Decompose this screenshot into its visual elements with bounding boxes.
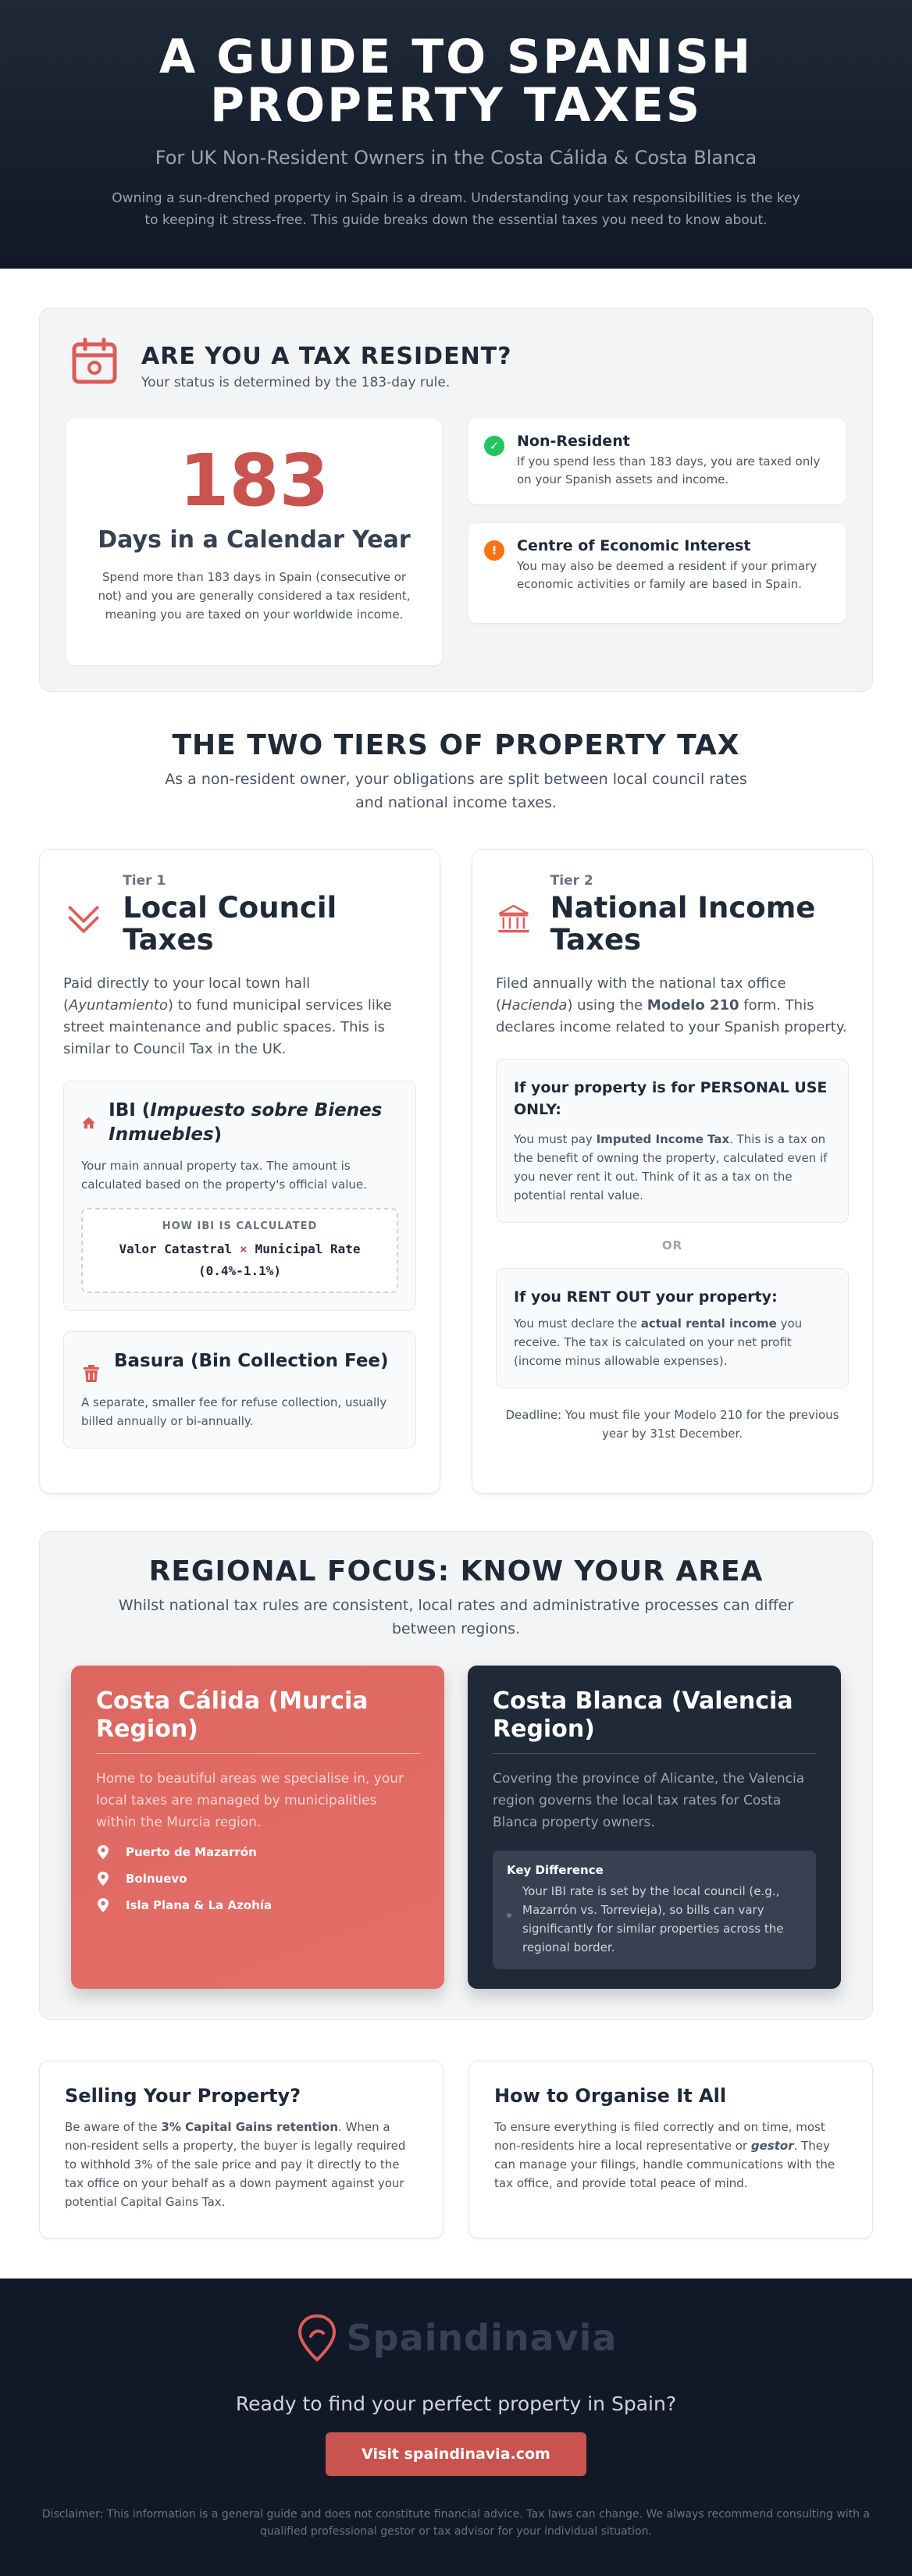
or-divider: OR	[661, 1238, 683, 1252]
rent-out-title: If you RENT OUT your property:	[514, 1288, 778, 1306]
formula-caption: HOW IBI IS CALCULATED	[162, 1220, 318, 1232]
main-content	[0, 308, 912, 2239]
costa-calida-description: Home to beautiful areas we specialise in, your local taxes are managed by municipalities within the Murcia region.	[96, 1771, 404, 1830]
location-pin-logo-icon	[295, 2313, 339, 2363]
rent-out-text	[514, 1314, 831, 1370]
formula-left: Valor Catastral	[119, 1242, 232, 1256]
footer	[0, 2278, 912, 2576]
rent-out-card	[496, 1268, 849, 1388]
tier-2-description	[496, 973, 849, 1039]
costa-blanca-card	[468, 1666, 841, 1989]
selling-text	[65, 2118, 418, 2211]
ibi-description: Your main annual property tax. The amount is calculated based on the property's official value.	[81, 1159, 367, 1192]
selling-card	[39, 2061, 444, 2239]
key-difference-body	[507, 1882, 802, 1957]
formula-range: (0.4%-1.1%)	[198, 1263, 281, 1278]
resident-title: ARE YOU A TAX RESIDENT?	[141, 343, 512, 370]
rent-post: you receive. The tax is calculated on your net profit (income minus allowable expenses).	[514, 1317, 803, 1368]
economic-interest-title: Centre of Economic Interest	[517, 537, 751, 554]
non-resident-title: Non-Resident	[517, 433, 630, 450]
basura-card	[63, 1331, 416, 1448]
page-title-line1: A GUIDE TO SPANISH	[159, 30, 753, 84]
ibi-header	[81, 1099, 398, 1147]
economic-interest-card	[468, 523, 846, 623]
organise-text	[494, 2118, 847, 2193]
basura-title: Basura (Bin Collection Fee)	[114, 1351, 389, 1371]
costa-calida-card	[71, 1666, 444, 1989]
ibi-card	[63, 1081, 416, 1311]
regional-title: REGIONAL FOCUS: KNOW YOUR AREA	[148, 1555, 764, 1587]
personal-use-title: If your property is for PERSONAL USE ONLY:	[514, 1079, 828, 1118]
home-icon	[81, 1113, 96, 1133]
tier-2-label: Tier 2	[550, 873, 593, 889]
ibi-formula	[81, 1208, 398, 1293]
exclamation-circle-icon: !	[484, 540, 504, 561]
key-difference-box	[493, 1851, 816, 1969]
big-number-description: Spend more than 183 days in Spain (consecutive or not) and you are generally considered a tax resident, meaning you are taxed on your worldwide income.	[98, 570, 411, 622]
tier-1-desc-post: ) to fund municipal services like street maintenance and public spaces. This is similar to Council Tax in the UK.	[63, 997, 392, 1057]
regional-focus-section	[39, 1531, 873, 2020]
bullet-dot	[507, 1913, 511, 1918]
personal-strong: Imputed Income Tax	[596, 1132, 730, 1146]
tiers-title: THE TWO TIERS OF PROPERTY TAX	[172, 729, 740, 761]
bottom-cards-row	[39, 2061, 873, 2239]
location-label: Isla Plana & La Azohía	[126, 1898, 273, 1912]
non-resident-card	[468, 419, 846, 504]
basura-description: A separate, smaller fee for refuse collection, usually billed annually or bi-annually.	[81, 1395, 387, 1428]
big-number: 183	[179, 439, 330, 522]
resident-body	[66, 419, 846, 665]
location-label: Bolnuevo	[126, 1872, 187, 1886]
regions-row	[71, 1666, 841, 1989]
tier-2-card	[472, 849, 873, 1494]
brand-name: Spaindinavia	[346, 2317, 618, 2359]
tier-1-desc-pre: Paid directly to your local town hall (	[63, 975, 311, 1014]
page-title-line2: PROPERTY TAXES	[209, 78, 703, 133]
selling-title: Selling Your Property?	[65, 2085, 301, 2107]
organise-pre: To ensure everything is filed correctly and on time, most non-residents hire a local representative or	[494, 2120, 825, 2153]
ibi-title-em: Impuesto sobre Bienes Inmuebles	[109, 1100, 383, 1145]
key-difference-text: Your IBI rate is set by the local council (e.g., Mazarrón vs. Torrevieja), so bills can vary significantly for similar properties across the regional border.	[522, 1884, 784, 1954]
tier-2-desc-strong: Modelo 210	[647, 997, 739, 1014]
bank-building-icon	[496, 898, 532, 942]
resident-heading-text	[141, 335, 512, 390]
organise-title: How to Organise It All	[494, 2085, 727, 2107]
tiers-subtitle: As a non-resident owner, your obligations are split between local council rates and national income taxes.	[165, 771, 747, 811]
organise-post: . They can manage your filings, handle communications with the tax office, and provide total peace of mind.	[494, 2139, 835, 2190]
rent-pre: You must declare the	[514, 1317, 641, 1331]
intro-text: Owning a sun-drenched property in Spain is a dream. Understanding your tax responsibilities is the key to keeping it stress-free. This guide breaks down the essential taxes you need to know about.	[112, 191, 800, 228]
formula-operator: ×	[240, 1242, 248, 1256]
basura-header	[81, 1349, 398, 1384]
location-label: Puerto de Mazarrón	[126, 1845, 257, 1859]
tax-resident-section	[39, 308, 873, 692]
ibi-title-pre: IBI (	[109, 1100, 151, 1121]
ibi-title	[109, 1099, 398, 1147]
tier-2-desc-mid: ) using the	[567, 997, 647, 1014]
resident-subtitle: Your status is determined by the 183-day rule.	[141, 375, 451, 390]
costa-blanca-description: Covering the province of Alicante, the Valencia region governs the local tax rates for Costa Blanca property owners.	[493, 1771, 805, 1830]
page-subtitle: For UK Non-Resident Owners in the Costa Cálida & Costa Blanca	[155, 147, 757, 169]
trash-icon	[81, 1363, 102, 1384]
tier-1-card	[39, 849, 440, 1494]
tier-2-desc-em: Hacienda	[501, 997, 568, 1014]
map-pin-icon	[96, 1871, 110, 1887]
regional-subtitle: Whilst national tax rules are consistent, local rates and administrative processes can differ between regions.	[118, 1597, 794, 1637]
personal-post: . This is a tax on the benefit of owning the property, calculated even if you never rent it out. Think of it as a tax on the potential rental value.	[514, 1132, 828, 1202]
personal-pre: You must pay	[514, 1132, 597, 1146]
ibi-title-post: )	[213, 1124, 223, 1145]
selling-strong: 3% Capital Gains retention	[161, 2120, 339, 2134]
organise-card	[468, 2061, 873, 2239]
tier-1-header	[63, 873, 416, 956]
location-list	[96, 1844, 419, 1913]
tiers-row	[39, 849, 873, 1494]
map-pin-icon	[96, 1897, 110, 1913]
tier-2-desc-post: form. This declares income related to your Spanish property.	[496, 997, 847, 1035]
personal-use-card	[496, 1059, 849, 1223]
calendar-icon	[69, 337, 119, 387]
tier-1-title: Local Council Taxes	[123, 891, 337, 957]
double-chevron-down-icon	[63, 898, 104, 942]
tier-2-desc-pre: Filed annually with the national tax office (	[496, 975, 786, 1014]
visit-website-button[interactable]: Visit spaindinavia.com	[326, 2432, 586, 2476]
brand-logo[interactable]	[0, 2313, 912, 2363]
personal-use-text	[514, 1130, 831, 1205]
resident-header	[66, 335, 846, 390]
organise-em: gestor	[750, 2139, 794, 2153]
costa-blanca-title: Costa Blanca (Valencia Region)	[493, 1687, 816, 1754]
selling-pre: Be aware of the	[65, 2120, 162, 2134]
tier-1-label: Tier 1	[123, 873, 166, 889]
rent-strong: actual rental income	[640, 1317, 777, 1331]
formula-right: Municipal Rate	[255, 1242, 361, 1256]
economic-interest-text: You may also be deemed a resident if your primary economic activities or family are based in Spain.	[517, 559, 818, 591]
resident-cards	[468, 419, 846, 665]
location-item	[96, 1871, 419, 1887]
non-resident-text: If you spend less than 183 days, you are taxed only on your Spanish assets and income.	[517, 454, 821, 486]
formula-equation	[91, 1238, 389, 1282]
modelo-210-deadline: Deadline: You must file your Modelo 210 for the previous year by 31st December.	[505, 1408, 839, 1441]
tier-2-header	[496, 873, 849, 956]
cta-text: Ready to find your perfect property in Spain?	[235, 2393, 677, 2415]
map-pin-icon	[96, 1844, 110, 1860]
tier-1-desc-em: Ayuntamiento	[69, 997, 168, 1014]
page-title	[0, 30, 912, 133]
costa-calida-title: Costa Cálida (Murcia Region)	[96, 1687, 419, 1754]
big-number-label: Days in a Calendar Year	[98, 526, 411, 554]
tier-1-description	[63, 973, 416, 1060]
selling-post: . When a non-resident sells a property, the buyer is legally required to withhold 3% of the sale price and pay it directly to the tax office on your behalf as a down payment against your potential Capital Gains Tax.	[65, 2120, 406, 2209]
disclaimer: Disclaimer: This information is a general guide and does not constitute financial advice. Tax laws can change. We always recommend consulting with a qualified professional gestor or tax advisor for your individual situation.	[41, 2508, 871, 2538]
location-item	[96, 1897, 419, 1913]
key-difference-title: Key Difference	[507, 1863, 604, 1877]
tier-2-title: National Income Taxes	[550, 891, 816, 957]
hero-header	[0, 0, 912, 269]
check-circle-icon: ✓	[484, 436, 504, 456]
location-item	[96, 1844, 419, 1860]
183-days-card	[66, 419, 442, 665]
